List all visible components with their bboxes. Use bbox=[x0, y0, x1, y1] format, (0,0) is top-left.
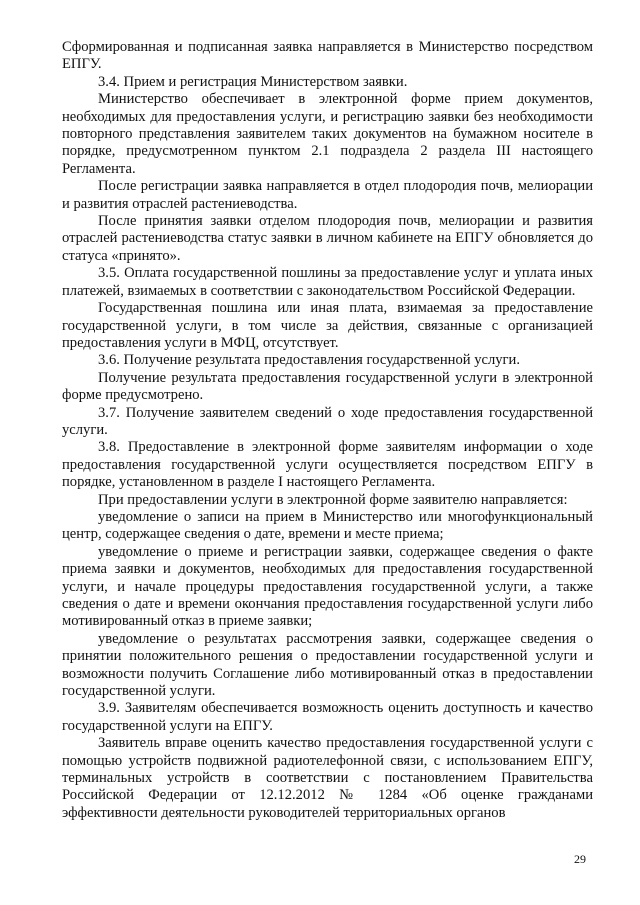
document-body bbox=[62, 39, 593, 822]
paragraph: 3.6. Получение результата предоставления государственной услуги. bbox=[98, 352, 520, 369]
paragraph: После регистрации заявка направляется в отдел плодородия почв, мелиорации и развития отраслей растениеводства. bbox=[62, 178, 593, 212]
paragraph: 3.4. Прием и регистрация Министерством заявки. bbox=[98, 73, 408, 90]
paragraph: уведомление о результатах рассмотрения заявки, содержащее сведения о принятии положительного решения о предоставлении государственной услуги и возможности получить Соглашение либо мотивированный отказ в предоставлении государственной услуги. bbox=[62, 630, 593, 700]
page-number: 29 bbox=[574, 852, 586, 866]
paragraph: 3.8. Предоставление в электронной форме заявителям информации о ходе предоставления государственной услуги осуществляется посредством ЕПГУ в порядке, установленном в разделе I настоящего Регламента. bbox=[62, 439, 593, 491]
paragraph: Государственная пошлина или иная плата, взимаемая за предоставление государственной услуги, в том числе за действия, связанные с организацией предоставления услуги в МФЦ, отсутствует. bbox=[62, 300, 593, 351]
paragraph: Заявитель вправе оценить качество предоставления государственной услуги с помощью устройств подвижной радиотелефонной связи, с использованием ЕПГУ, терминальных устройств в соответствии с постановлением Правительства Российской Федерации от 12.12.2012 № 1284 «Об оценке гражданами эффективности деятельности руководителей территориальных органов bbox=[62, 735, 593, 821]
paragraph: После принятия заявки отделом плодородия почв, мелиорации и развития отраслей растениеводства статус заявки в личном кабинете на ЕПГУ обновляется до статуса «принято». bbox=[62, 213, 593, 264]
paragraph: При предоставлении услуги в электронной форме заявителю направляется: bbox=[98, 491, 568, 508]
paragraph: 3.5. Оплата государственной пошлины за предоставление услуг и уплата иных платежей, взимаемых в соответствии с законодательством Российской Федерации. bbox=[62, 265, 593, 299]
paragraph: уведомление о приеме и регистрации заявки, содержащее сведения о факте приема заявки и документов, необходимых для предоставления государственной услуги, и начале процедуры предоставления государственной услуги, а также сведения о дате и времени окончания предоставления государственной услуги либо мотивированный отказ в приеме заявки; bbox=[62, 543, 593, 630]
paragraph: Сформированная и подписанная заявка направляется в Министерство посредством ЕПГУ. bbox=[62, 39, 593, 73]
paragraph: Министерство обеспечивает в электронной форме прием документов, необходимых для предоставления услуги, и регистрацию заявки без необходимости повторного представления заявителем таких документов на бумажном носителе в порядке, предусмотренном пунктом 2.1 подраздела 2 раздела III настоящего Регламента. bbox=[62, 91, 593, 177]
paragraph: 3.7. Получение заявителем сведений о ходе предоставления государственной услуги. bbox=[62, 404, 593, 438]
paragraph: Получение результата предоставления государственной услуги в электронной форме предусмотрено. bbox=[62, 369, 593, 404]
paragraph: 3.9. Заявителям обеспечивается возможность оценить доступность и качество государственной услуги на ЕПГУ. bbox=[62, 700, 593, 734]
paragraph: уведомление о записи на прием в Министерство или многофункциональный центр, содержащее сведения о дате, времени и месте приема; bbox=[62, 508, 593, 543]
